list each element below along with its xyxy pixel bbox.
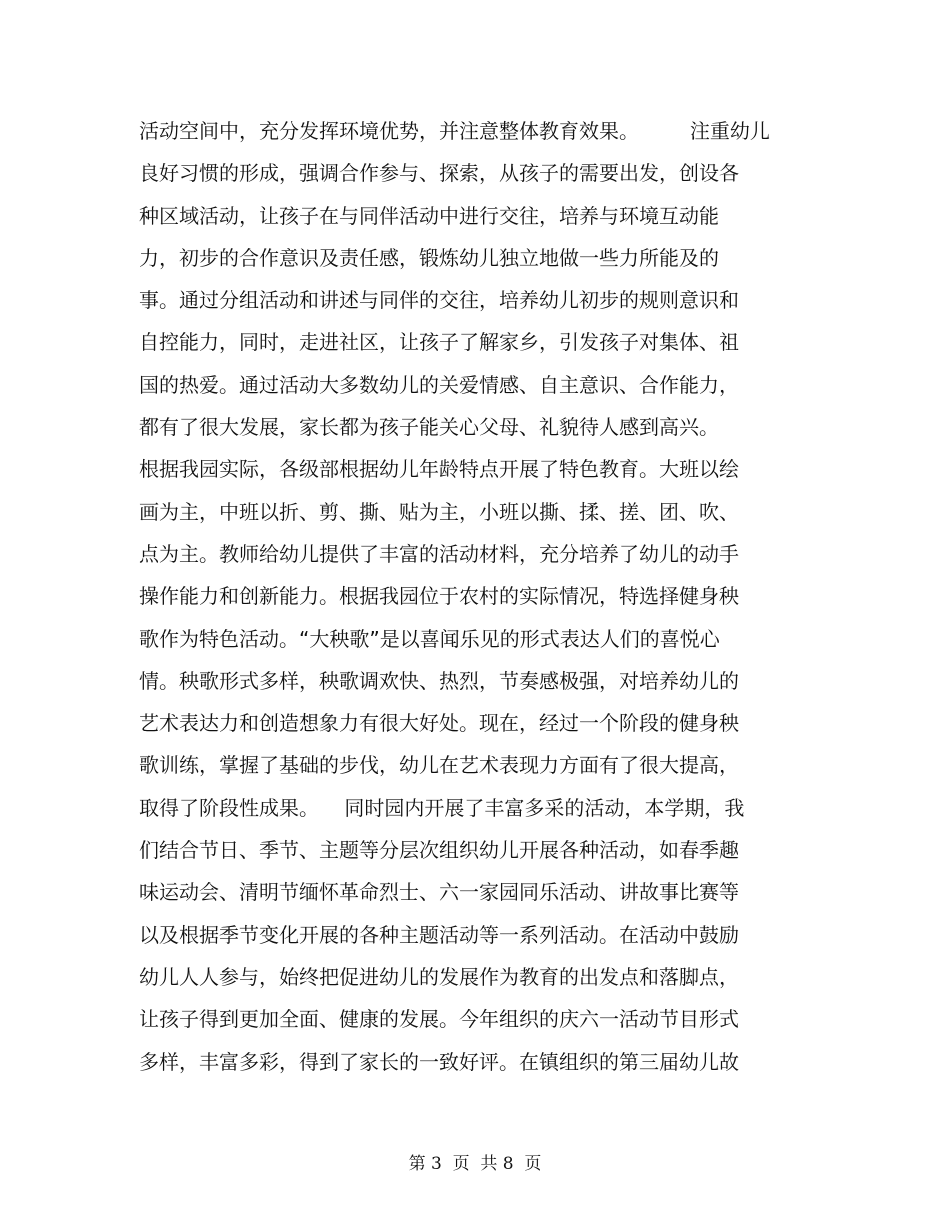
text-line: 艺术表达力和创造想象力有很大好处。现在，经过一个阶段的健身秧 (139, 711, 739, 736)
text-line: 歌作为特色活动。“大秧歌”是以喜闻乐见的形式表达人们的喜悦心 (139, 626, 720, 651)
text-line: 歌训练，掌握了基础的步伐，幼儿在艺术表现力方面有了很大提高， (139, 753, 739, 778)
body-text (139, 110, 839, 1083)
text-line: 以及根据季节变化开展的各种主题活动等一系列活动。在活动中鼓励 (139, 922, 739, 947)
text-line: 根据我园实际，各级部根据幼儿年龄特点开展了特色教育。大班以绘 (139, 457, 739, 482)
text-line: 自控能力，同时，走进社区，让孩子了解家乡，引发孩子对集体、祖 (139, 330, 739, 355)
text-line: 国的热爱。通过活动大多数幼儿的关爱情感、自主意识、合作能力， (139, 372, 739, 397)
text-line: 让孩子得到更加全面、健康的发展。今年组织的庆六一活动节目形式 (139, 1007, 739, 1032)
text-line: 多样，丰富多彩，得到了家长的一致好评。在镇组织的第三届幼儿故 (139, 1049, 739, 1074)
text-line: 画为主，中班以折、剪、撕、贴为主，小班以撕、揉、搓、团、吹、 (139, 499, 739, 524)
text-line: 良好习惯的形成，强调合作参与、探索，从孩子的需要出发，创设各 (139, 161, 739, 186)
text-line: 操作能力和创新能力。根据我园位于农村的实际情况，特选择健身秧 (139, 584, 739, 609)
text-line: 情。秧歌形式多样，秧歌调欢快、热烈，节奏感极强，对培养幼儿的 (139, 668, 739, 693)
text-line: 活动空间中，充分发挥环境优势，并注意整体教育效果。 注重幼儿 (139, 119, 770, 143)
text-line: 们结合节日、季节、主题等分层次组织幼儿开展各种活动，如春季趣 (139, 838, 739, 863)
text-line: 力，初步的合作意识及责任感，锻炼幼儿独立地做一些力所能及的 (139, 245, 719, 270)
page-number-footer: 第 3 页 共 8 页 (408, 1154, 542, 1174)
text-line: 都有了很大发展，家长都为孩子能关心父母、礼貌待人感到高兴。 (139, 415, 719, 440)
text-line: 味运动会、清明节缅怀革命烈士、六一家园同乐活动、讲故事比赛等 (139, 880, 739, 905)
text-line: 种区域活动，让孩子在与同伴活动中进行交往，培养与环境互动能 (139, 203, 719, 228)
text-line: 事。通过分组活动和讲述与同伴的交往，培养幼儿初步的规则意识和 (139, 288, 739, 313)
text-line: 幼儿人人参与，始终把促进幼儿的发展作为教育的出发点和落脚点， (139, 964, 739, 989)
text-line: 取得了阶段性成果。 同时园内开展了丰富多采的活动，本学期，我 (139, 795, 745, 820)
text-line: 点为主。教师给幼儿提供了丰富的活动材料，充分培养了幼儿的动手 (139, 541, 739, 566)
